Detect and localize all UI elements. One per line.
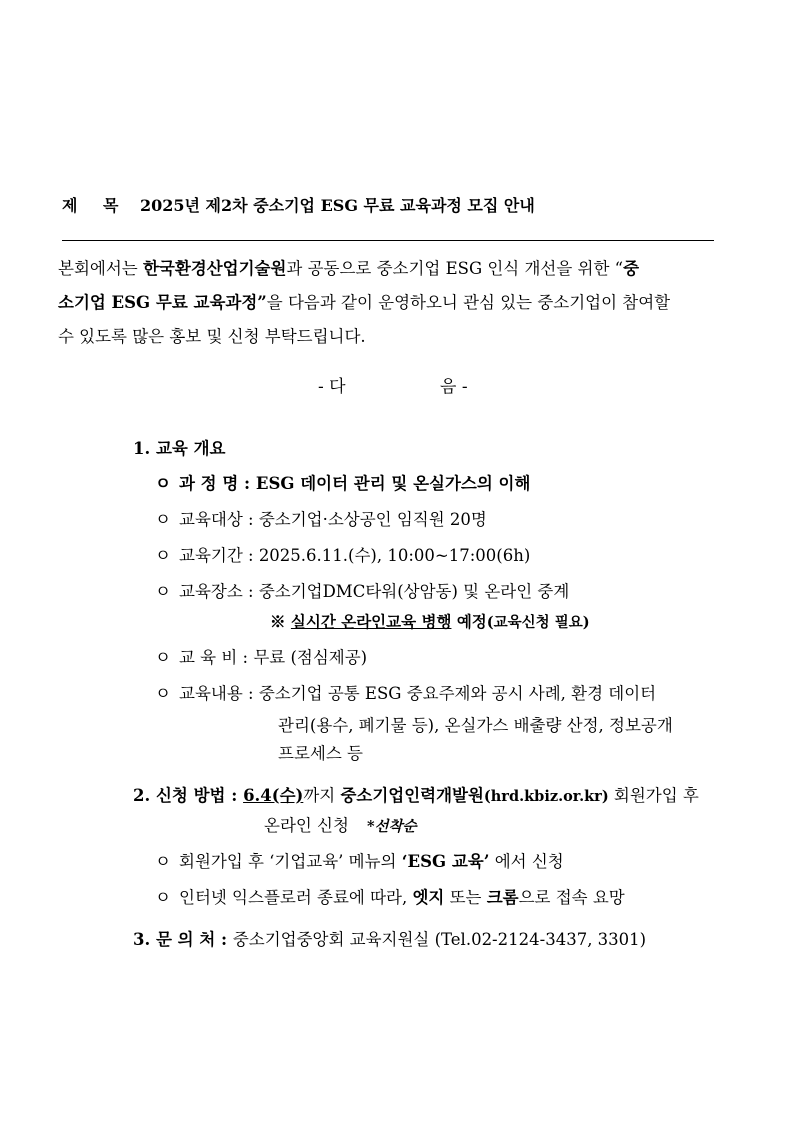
- intro-paragraph: [58, 252, 738, 354]
- item-course-name: [155, 470, 530, 494]
- bullet-icon: ㅇ: [155, 852, 171, 871]
- item-period: [155, 542, 530, 566]
- subject-label: 제 목: [62, 196, 129, 215]
- bullet-icon: ㅇ: [155, 510, 171, 529]
- item-value: ESG 데이터 관리 및 온실가스의 이해: [255, 474, 531, 493]
- section2-title: 2. 신청 방법 :: [133, 786, 244, 805]
- note-small: (교육신청 필요): [486, 614, 590, 631]
- item-content: [155, 680, 656, 704]
- item-value: 중소기업DMC타워(상암동) 및 온라인 중계: [258, 582, 570, 601]
- item-label: 교육대상 :: [179, 510, 259, 529]
- section3-title: 3. 문 의 처 :: [133, 930, 233, 949]
- online-note: [270, 610, 590, 632]
- divider-left: - 다: [318, 377, 346, 397]
- section2-line2: [264, 812, 417, 836]
- site-url: (hrd.kbiz.or.kr): [483, 788, 609, 805]
- online-apply: 온라인 신청: [264, 816, 349, 835]
- bullet-icon: ㅇ: [155, 474, 171, 493]
- text: 회원가입 후 ‘기업교육’ 메뉴의: [179, 852, 402, 871]
- contact-value: 중소기업중앙회 교육지원실 (Tel.02-2124-3437, 3301): [232, 930, 647, 949]
- item-target: [155, 506, 487, 530]
- bullet-icon: ㅇ: [155, 582, 171, 601]
- section1-heading: 1. 교육 개요: [133, 439, 226, 458]
- text: 또는: [444, 888, 487, 907]
- site-name: 중소기업인력개발원: [340, 786, 484, 805]
- apply-item-menu: [155, 848, 564, 872]
- item-label: 교육기간 :: [179, 546, 259, 565]
- item-fee: [155, 644, 367, 668]
- apply-item-browser: [155, 884, 625, 908]
- deadline: 6.4(수): [243, 786, 304, 805]
- course-name-part1: 중: [623, 259, 640, 278]
- note-underlined: 실시간 온라인교육 병행: [290, 612, 452, 631]
- item-location: [155, 578, 569, 602]
- item-label: 교 육 비 :: [179, 648, 254, 667]
- item-value: 중소기업 공통 ESG 중요주제와 공시 사례, 환경 데이터: [258, 684, 657, 703]
- item-value: 2025.6.11.(수), 10:00~17:00(6h): [258, 546, 531, 565]
- bullet-icon: ㅇ: [155, 888, 171, 907]
- note-mark: ※: [270, 612, 291, 631]
- intro-text-1: 본회에서는: [58, 259, 143, 278]
- bullet-icon: ㅇ: [155, 546, 171, 565]
- bullet-icon: ㅇ: [155, 648, 171, 667]
- first-come-note: *선착순: [366, 818, 417, 835]
- intro-text-2: 과 공동으로 중소기업 ESG 인식 개선을 위한 “: [286, 259, 624, 278]
- edge-browser: 엣지: [412, 888, 445, 907]
- chrome-browser: 크롬: [486, 888, 519, 907]
- item-label: 교육내용 :: [179, 684, 259, 703]
- item-label: 교육장소 :: [179, 582, 259, 601]
- divider-right: 음 -: [440, 377, 468, 397]
- item-value: 중소기업·소상공인 임직원 20명: [258, 510, 487, 529]
- text: 에서 신청: [489, 852, 564, 871]
- item-value: 무료 (점심제공): [253, 648, 368, 667]
- content-line-2: 관리(용수, 폐기물 등), 온실가스 배출량 산정, 정보공개: [278, 716, 673, 735]
- content-line-3: 프로세스 등: [278, 744, 363, 763]
- text: 까지: [303, 786, 341, 805]
- intro-text-3: 을 다음과 같이 운영하오니 관심 있는 중소기업이 참여할: [266, 293, 671, 312]
- section3-contact: [133, 926, 646, 950]
- document-title: 2025년 제2차 중소기업 ESG 무료 교육과정 모집 안내: [140, 196, 535, 215]
- note-mid: 예정: [451, 612, 487, 631]
- text: 인터넷 익스플로러 종료에 따라,: [179, 888, 413, 907]
- text: 회원가입 후: [608, 786, 699, 805]
- intro-text-4: 수 있도록 많은 홍보 및 신청 부탁드립니다.: [58, 327, 366, 346]
- title-divider: [62, 240, 714, 241]
- item-label: 과 정 명 :: [179, 474, 256, 493]
- text: 으로 접속 요망: [518, 888, 625, 907]
- bullet-icon: ㅇ: [155, 684, 171, 703]
- esg-menu: ‘ESG 교육’: [401, 852, 490, 871]
- course-name-part2: 소기업 ESG 무료 교육과정”: [58, 293, 267, 312]
- org-name: 한국환경산업기술원: [142, 259, 287, 278]
- section2-heading: [133, 782, 699, 806]
